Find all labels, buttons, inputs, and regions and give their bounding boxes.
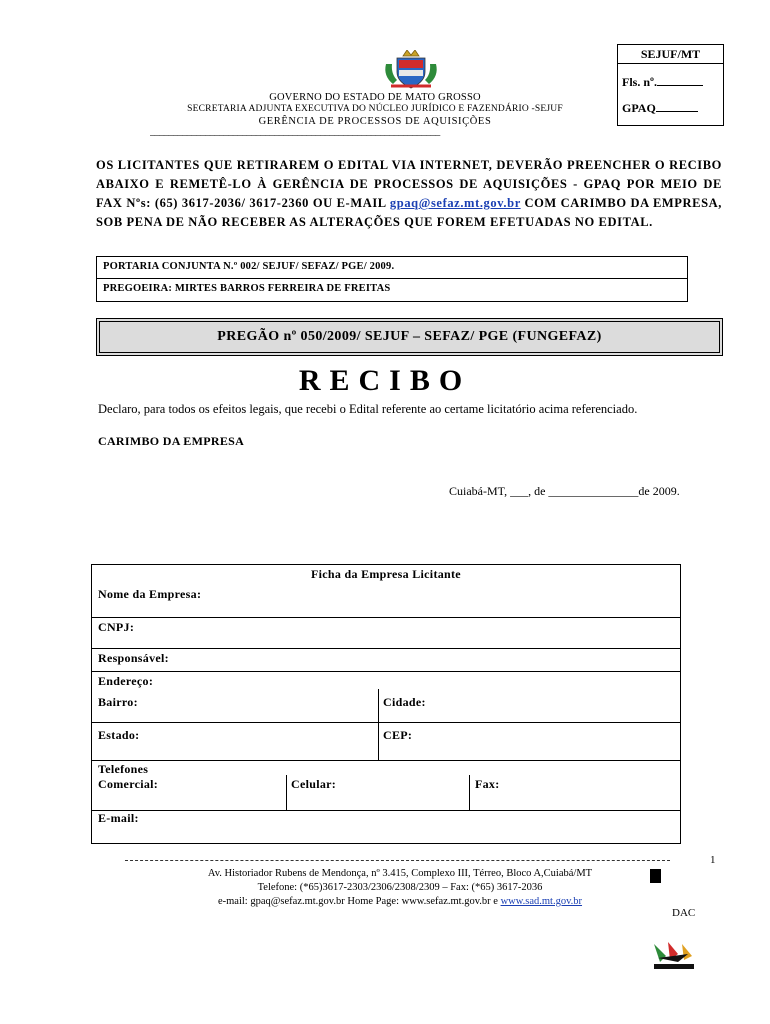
stamp-gpaq-label: GPAQ xyxy=(622,101,656,115)
portaria-line: PORTARIA CONJUNTA N.º 002/ SEJUF/ SEFAZ/ PGE/ 2009. xyxy=(103,261,395,272)
state-logo xyxy=(648,940,700,972)
footer-phones: Telefone: (*65)3617-2303/2306/2308/2309 – Fax: (*65) 3617-2036 xyxy=(257,882,543,893)
gpaq-email-link[interactable]: gpaq@sefaz.mt.gov.br xyxy=(389,196,521,210)
dac-label: DAC xyxy=(672,907,696,919)
stamp-fls-label: Fls. nº. xyxy=(622,75,657,89)
commercial-phone-label: Comercial: xyxy=(98,777,159,791)
footer-contact xyxy=(120,896,680,907)
recibo-title: RECIBO xyxy=(298,364,472,397)
sad-website-link[interactable]: www.sad.mt.gov.br xyxy=(500,896,583,907)
stamp-title: SEJUF/MT xyxy=(618,45,723,64)
date-location-line: Cuiabá-MT, ___, de _______________de 2009. xyxy=(449,484,680,498)
responsible-label: Responsável: xyxy=(98,651,169,665)
mobile-phone-label: Celular: xyxy=(291,777,337,791)
declaration-text: Declaro, para todos os efeitos legais, que recebi o Edital referente ao certame licitatório acima referenciado. xyxy=(98,402,638,416)
instructions-text-end: COM CARIMBO DA EMPRESA, SOB PENA DE NÃO RECEBER AS ALTERAÇÕES QUE FOREM EFETUADAS NO EDITAL. xyxy=(96,196,722,229)
neighborhood-label: Bairro: xyxy=(98,695,138,709)
portaria-box xyxy=(96,256,688,302)
fax-label: Fax: xyxy=(475,777,500,791)
form-title: Ficha da Empresa Licitante xyxy=(311,567,461,581)
header-department: GERÊNCIA DE PROCESSOS DE AQUISIÇÕES xyxy=(258,116,492,127)
instructions-text: OS LICITANTES QUE RETIRAREM O EDITAL VIA INTERNET, DEVERÃO PREENCHER O RECIBO ABAIXO E REMETÊ-LO À GERÊNCIA DE PROCESSOS DE AQUISIÇÕES - GPAQ POR MEIO DE FAX Nºs: (65) 3617-2036/ 3617-2360 OU E-MAIL xyxy=(96,158,722,210)
company-name-label: Nome da Empresa: xyxy=(98,587,202,601)
pregoeira-line: PREGOEIRA: MIRTES BARROS FERREIRA DE FREITAS xyxy=(103,283,391,294)
company-form-table xyxy=(91,564,681,844)
pregao-banner xyxy=(96,318,723,356)
city-label: Cidade: xyxy=(383,695,426,709)
header-government: GOVERNO DO ESTADO DE MATO GROSSO xyxy=(269,92,481,103)
footer-rule xyxy=(125,860,670,861)
company-stamp-label: CARIMBO DA EMPRESA xyxy=(98,434,245,448)
header-dashed-rule: _______________________________________________________________ xyxy=(150,126,440,137)
stamp-fls-row xyxy=(622,75,703,90)
instructions-paragraph xyxy=(96,156,722,232)
page-number: 1 xyxy=(710,854,716,866)
phones-label: Telefones xyxy=(98,762,149,776)
zip-label: CEP: xyxy=(383,728,413,742)
pregao-title: PREGÃO nº 050/2009/ SEJUF – SEFAZ/ PGE (FUNGEFAZ) xyxy=(217,329,602,344)
state-label: Estado: xyxy=(98,728,140,742)
email-label: E-mail: xyxy=(98,811,139,825)
header-secretariat: SECRETARIA ADJUNTA EXECUTIVA DO NÚCLEO JURÍDICO E FAZENDÁRIO -SEJUF xyxy=(187,104,563,114)
footer-address: Av. Historiador Rubens de Mendonça, nº 3.415, Complexo III, Térreo, Bloco A,Cuiabá/MT xyxy=(207,868,593,879)
cnpj-label: CNPJ: xyxy=(98,620,135,634)
address-label: Endereço: xyxy=(98,674,154,688)
coat-of-arms-emblem xyxy=(383,50,439,90)
footer-contact-text: e-mail: gpaq@sefaz.mt.gov.br Home Page: www.sefaz.mt.gov.br e xyxy=(217,896,498,907)
